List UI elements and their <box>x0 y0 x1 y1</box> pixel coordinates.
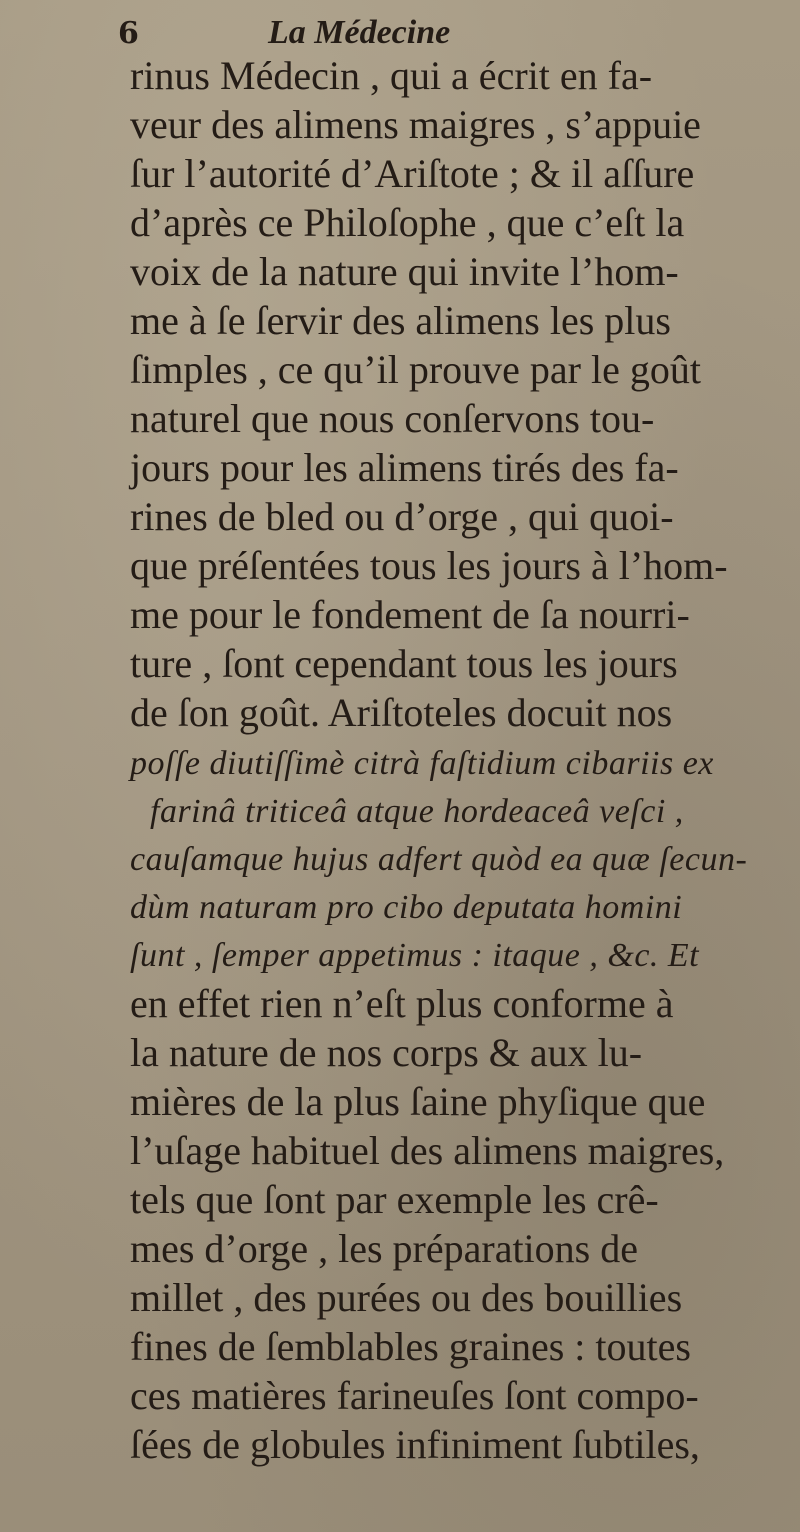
text-line: ture , ſont cependant tous les jours <box>130 641 678 686</box>
latin-quote-line: cauſamque hujus adfert quòd ea quæ ſecun- <box>130 841 748 878</box>
text-line: millet , des purées ou des bouillies <box>130 1275 683 1320</box>
text-line: ſur l’autorité d’Ariſtote ; & il aſſure <box>130 151 695 196</box>
page-header <box>0 14 800 56</box>
latin-quote-line: poſſe diutiſſimè citrà faſtidium cibariis ex <box>130 745 714 782</box>
text-line: mes d’orge , les préparations de <box>130 1226 638 1271</box>
latin-quote-line: ſunt , ſemper appetimus : itaque , &c. Et <box>130 937 700 974</box>
text-line: rines de bled ou d’orge , qui quoi- <box>130 494 674 539</box>
text-line: l’uſage habituel des alimens maigres, <box>130 1128 725 1173</box>
text-line: de ſon goût. Ariſtoteles docuit nos <box>130 690 673 735</box>
text-line: en effet rien n’eſt plus conforme à <box>130 981 674 1026</box>
text-line: naturel que nous conſervons tou- <box>130 396 655 441</box>
text-line: d’après ce Philoſophe , que c’eſt la <box>130 200 685 245</box>
latin-quote-line: farinâ triticeâ atque hordeaceâ veſci , <box>150 793 684 830</box>
text-line: veur des alimens maigres , s’appuie <box>130 102 701 147</box>
text-line: jours pour les alimens tirés des fa- <box>130 445 679 490</box>
text-line: me à ſe ſervir des alimens les plus <box>130 298 671 343</box>
text-line: rinus Médecin , qui a écrit en fa- <box>130 53 653 98</box>
text-line: ces matières farineuſes ſont compo- <box>130 1373 699 1418</box>
text-line: mières de la plus ſaine phyſique que <box>130 1079 706 1124</box>
latin-quote-line: dùm naturam pro cibo deputata homini <box>130 889 683 926</box>
text-line: fines de ſemblables graines : toutes <box>130 1324 691 1369</box>
text-line: ſées de globules infiniment ſubtiles, <box>130 1422 700 1467</box>
text-line: ſimples , ce qu’il prouve par le goût <box>130 347 701 392</box>
text-line: tels que ſont par exemple les crê- <box>130 1177 659 1222</box>
text-line: la nature de nos corps & aux lu- <box>130 1030 643 1075</box>
page-number: 6 <box>118 16 139 51</box>
running-title: La Médecine <box>268 14 451 51</box>
text-line: que préſentées tous les jours à l’hom- <box>130 543 728 588</box>
text-line: me pour le fondement de ſa nourri- <box>130 592 690 637</box>
text-line: voix de la nature qui invite l’hom- <box>130 249 679 294</box>
